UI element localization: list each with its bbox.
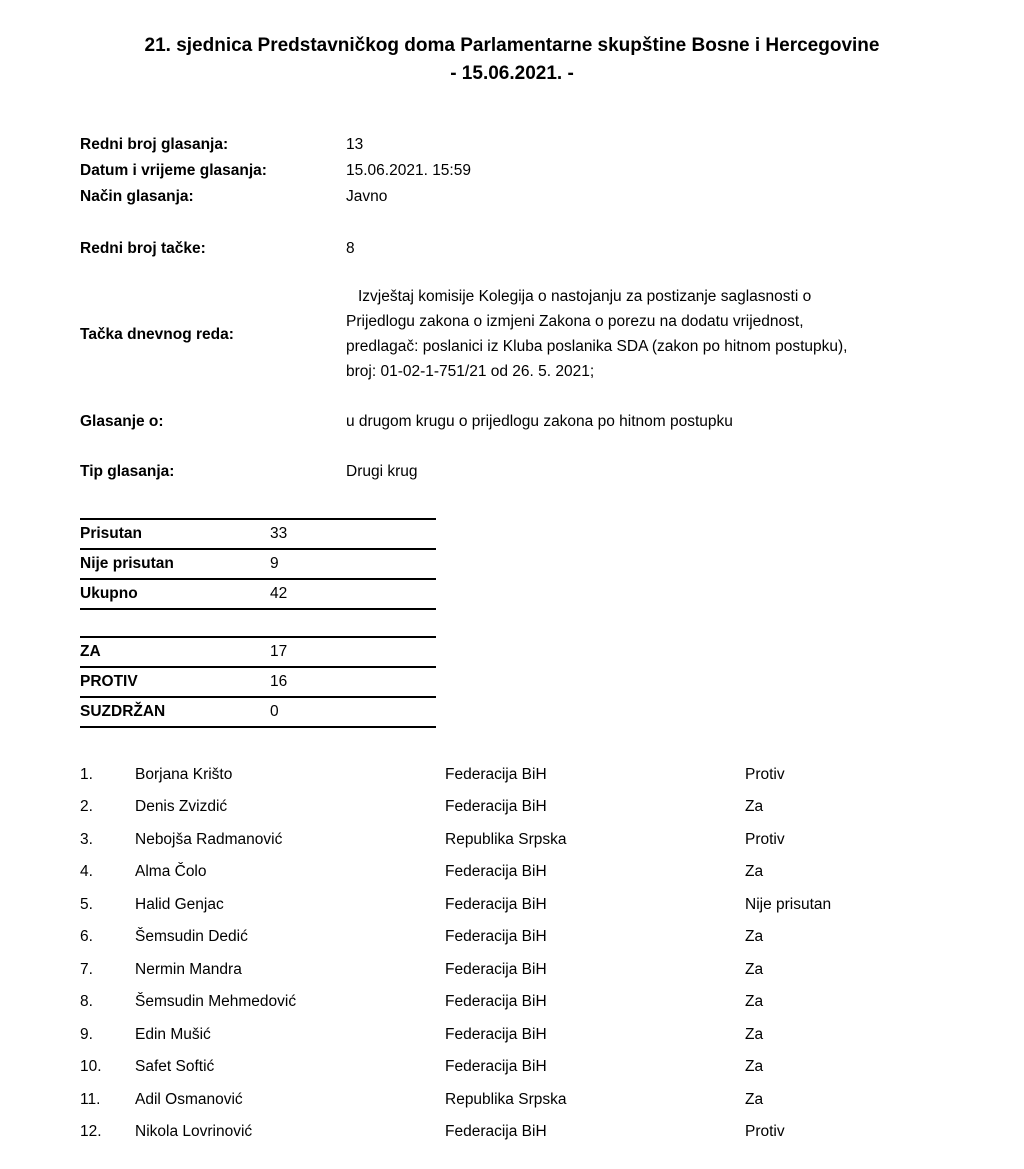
voter-vote: Protiv — [745, 830, 785, 848]
meta-value-agenda-item — [346, 285, 969, 384]
voter-name: Adil Osmanović — [135, 1090, 243, 1108]
table-row — [80, 697, 436, 727]
attendance-label-present: Prisutan — [80, 519, 270, 549]
voter-name: Safet Softić — [135, 1058, 215, 1076]
voter-index: 9. — [80, 1025, 93, 1043]
attendance-value-present: 33 — [270, 519, 436, 549]
meta-value-voting-about: u drugom krugu o prijedlogu zakona po hitnom postupku — [346, 413, 733, 431]
voter-name: Alma Čolo — [135, 863, 207, 881]
voter-entity: Federacija BiH — [445, 1025, 547, 1043]
voter-vote: Protiv — [745, 1123, 785, 1141]
voter-vote: Za — [745, 1090, 764, 1108]
voter-entity: Republika Srpska — [445, 1090, 567, 1108]
list-item — [80, 856, 984, 889]
table-row — [80, 549, 436, 579]
meta-value-datetime: 15.06.2021. 15:59 — [346, 162, 471, 180]
agenda-line-4: broj: 01-02-1-751/21 od 26. 5. 2021; — [346, 362, 595, 380]
agenda-line-1: Izvještaj komisije Kolegija o nastojanju za postizanje saglasnosti o — [358, 288, 812, 306]
voter-index: 3. — [80, 830, 93, 848]
agenda-line-3: predlagač: poslanici iz Kluba poslanika SDA (zakon po hitnom postupku), — [346, 337, 848, 355]
voter-name: Nebojša Radmanović — [135, 830, 283, 848]
meta-row-voting-about — [80, 410, 969, 434]
voter-name: Halid Genjac — [135, 895, 224, 913]
list-item — [80, 986, 984, 1019]
attendance-value-absent: 9 — [270, 549, 436, 579]
meta-value-item-number: 8 — [346, 240, 355, 258]
voter-name: Nermin Mandra — [135, 960, 242, 978]
voter-vote: Protiv — [745, 765, 785, 783]
list-item — [80, 921, 984, 954]
voter-vote: Za — [745, 960, 764, 978]
meta-row-vote-number — [80, 133, 969, 157]
list-item — [80, 1083, 984, 1116]
agenda-line-2: Prijedlogu zakona o izmjeni Zakona o porezu na dodatu vrijednost, — [346, 312, 804, 330]
voter-vote: Za — [745, 863, 764, 881]
spacer — [80, 263, 969, 285]
results-label-abstained: SUZDRŽAN — [80, 697, 270, 727]
list-item — [80, 791, 984, 824]
voter-entity: Federacija BiH — [445, 863, 547, 881]
meta-row-datetime — [80, 159, 969, 183]
meta-label-voting-about: Glasanje o: — [80, 413, 164, 431]
meta-row-item-number — [80, 237, 969, 261]
voter-entity: Federacija BiH — [445, 928, 547, 946]
list-item — [80, 758, 984, 791]
voter-index: 2. — [80, 798, 93, 816]
summary-tables — [0, 518, 1024, 728]
voter-index: 12. — [80, 1123, 102, 1141]
spacer — [80, 434, 969, 460]
meta-row-voting-method — [80, 185, 969, 209]
spacer — [80, 610, 1024, 636]
voter-index: 1. — [80, 765, 93, 783]
voter-entity: Federacija BiH — [445, 895, 547, 913]
table-row — [80, 637, 436, 667]
voter-vote: Za — [745, 993, 764, 1011]
vote-metadata — [0, 133, 1024, 484]
page-title-line-1: 21. sjednica Predstavničkog doma Parlamentarne skupštine Bosne i Hercegovine — [144, 35, 880, 56]
voter-name: Edin Mušić — [135, 1025, 211, 1043]
meta-label-item-number: Redni broj tačke: — [80, 240, 206, 258]
voter-vote: Za — [745, 1025, 764, 1043]
meta-row-voting-type — [80, 460, 969, 484]
results-label-against: PROTIV — [80, 667, 270, 697]
meta-label-datetime: Datum i vrijeme glasanja: — [80, 162, 267, 180]
attendance-table — [80, 518, 436, 610]
voter-index: 10. — [80, 1058, 102, 1076]
table-row — [80, 667, 436, 697]
meta-value-vote-number: 13 — [346, 136, 364, 154]
voter-entity: Federacija BiH — [445, 960, 547, 978]
list-item — [80, 823, 984, 856]
voter-vote: Za — [745, 798, 764, 816]
table-row — [80, 519, 436, 549]
voters-list — [0, 758, 1024, 1158]
results-label-for: ZA — [80, 637, 270, 667]
voter-name: Denis Zvizdić — [135, 798, 228, 816]
table-row — [80, 579, 436, 609]
list-item — [80, 953, 984, 986]
voter-entity: Federacija BiH — [445, 765, 547, 783]
voter-index: 7. — [80, 960, 93, 978]
attendance-label-total: Ukupno — [80, 579, 270, 609]
voter-entity: Federacija BiH — [445, 1058, 547, 1076]
voter-vote: Za — [745, 1058, 764, 1076]
voter-name: Borjana Krišto — [135, 765, 233, 783]
meta-row-agenda-item — [80, 285, 969, 384]
meta-value-voting-type: Drugi krug — [346, 463, 418, 481]
results-value-against: 16 — [270, 667, 436, 697]
voter-vote: Za — [745, 928, 764, 946]
voter-entity: Federacija BiH — [445, 798, 547, 816]
meta-label-voting-type: Tip glasanja: — [80, 463, 175, 481]
voter-entity: Federacija BiH — [445, 1123, 547, 1141]
voter-entity: Federacija BiH — [445, 993, 547, 1011]
voter-index: 8. — [80, 993, 93, 1011]
voter-index: 5. — [80, 895, 93, 913]
meta-label-agenda-item: Tačka dnevnog reda: — [80, 325, 234, 343]
list-item — [80, 1051, 984, 1084]
meta-label-vote-number: Redni broj glasanja: — [80, 136, 229, 154]
spacer — [80, 211, 969, 237]
meta-label-voting-method: Način glasanja: — [80, 188, 194, 206]
results-table — [80, 636, 436, 728]
meta-value-voting-method: Javno — [346, 188, 388, 206]
voter-index: 4. — [80, 863, 93, 881]
spacer — [80, 384, 969, 410]
page-title — [0, 0, 1024, 87]
voter-name: Šemsudin Mehmedović — [135, 993, 297, 1011]
list-item — [80, 1018, 984, 1051]
voter-name: Nikola Lovrinović — [135, 1123, 253, 1141]
page-title-line-2: - 15.06.2021. - — [450, 62, 574, 84]
voter-vote: Nije prisutan — [745, 895, 832, 913]
voter-entity: Republika Srpska — [445, 830, 567, 848]
attendance-value-total: 42 — [270, 579, 436, 609]
list-item — [80, 1116, 984, 1149]
voter-name: Šemsudin Dedić — [135, 928, 248, 946]
voter-index: 6. — [80, 928, 93, 946]
results-value-abstained: 0 — [270, 697, 436, 727]
voter-index: 11. — [80, 1090, 101, 1108]
attendance-label-absent: Nije prisutan — [80, 549, 270, 579]
results-value-for: 17 — [270, 637, 436, 667]
list-item — [80, 888, 984, 921]
